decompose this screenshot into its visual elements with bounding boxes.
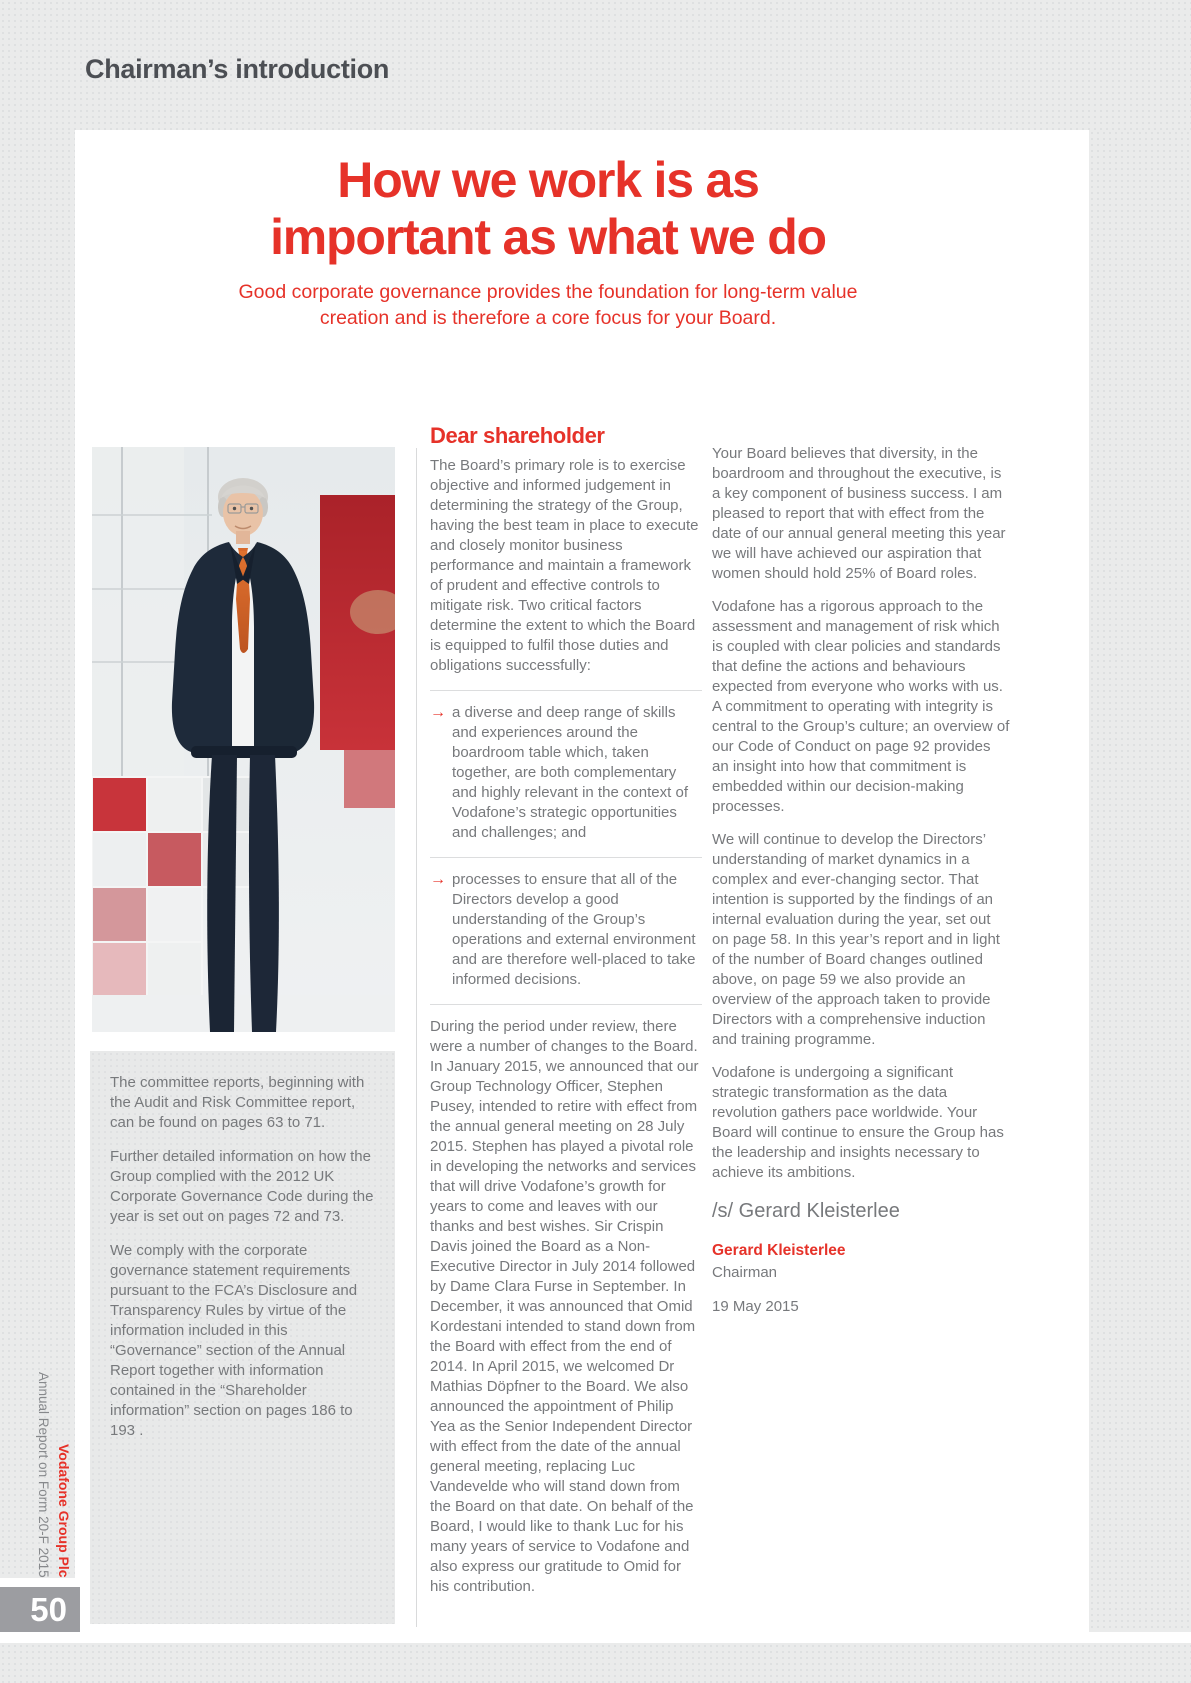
bullet-text: a diverse and deep range of skills and experiences around the boardroom table which, taken together, are both complementary and highly relevant in the context of Vodafone’s strategic opportunities and challenges; and: [452, 704, 688, 841]
signatory-name: Gerard Kleisterlee: [712, 1242, 846, 1259]
chairman-photo-illustration: [92, 447, 395, 1032]
letter-column-right: [712, 444, 1010, 1317]
section-header: Chairman’s introduction: [85, 54, 390, 84]
letter-body: During the period under review, there were a number of changes to the Board. In January 2015, we announced that our Group Technology Officer, Stephen Pusey, intended to retire with effect from the annual general meeting on 28 July 2015. Stephen has played a pivotal role in developing the networks and services that will drive Vodafone’s growth for years to come and leaves with our thanks and best wishes. Sir Crispin Davis joined the Board as a Non-Executive Director in July 2014 followed by Dame Clara Furse in September. In December, it was announced that Omid Kordestani intended to stand down from the Board with effect from the end of 2014. In April 2015, we welcomed Dr Mathias Döpfner to the Board. We also announced the appointment of Philip Yea as the Senior Independent Director with effect from the date of the annual general meeting, replacing Luc Vandevelde who will stand down from the Board on that date. On behalf of the Board, I would like to thank Luc for his many years of service to Vodafone and also express our gratitude to Omid for his contribution.: [430, 1018, 699, 1595]
letter-intro: The Board’s primary role is to exercise objective and informed judgement in determining the strategy of the Group, having the best team in place to execute and closely monitor business performance and maintain a framework of prudent and effective controls to mitigate risk. Two critical factors determine the extent to which the Board is equipped to fulfil those duties and obligations successfully:: [430, 457, 699, 674]
signatory-role: Chairman: [712, 1264, 778, 1281]
page-number-badge: 50: [0, 1587, 80, 1632]
report-spine: [36, 1372, 72, 1578]
hero-subtitle: Good corporate governance provides the foundation for long-term value creation and is therefore a core focus for your Board.: [238, 281, 858, 329]
spine-brand: Vodafone Group Plc: [56, 1444, 72, 1578]
separator: [430, 857, 702, 858]
aside-note-box: [90, 1051, 395, 1624]
separator: [430, 1004, 702, 1005]
hero-title-line1: How we work is as: [337, 152, 759, 208]
aside-paragraph: Further detailed information on how the Group complied with the 2012 UK Corporate Governance Code during the year is set out on pages 72 and 73.: [110, 1148, 374, 1225]
letter-paragraph: Your Board believes that diversity, in the boardroom and throughout the executive, is a key component of business success. I am pleased to report that with effect from the date of our annual general meeting this year we will have achieved our aspiration that women should hold 25% of Board roles.: [712, 445, 1006, 582]
separator: [430, 690, 702, 691]
bullet-item: [430, 870, 702, 990]
arrow-bullet-icon: →: [430, 871, 446, 888]
hero-title-line2: important as what we do: [270, 209, 826, 265]
letter-column: [430, 423, 702, 1609]
page-margin-left: [0, 130, 75, 1578]
signature-line: /s/ Gerard Kleisterlee: [712, 1200, 900, 1222]
letter-paragraph: Vodafone has a rigorous approach to the assessment and management of risk which is coupled with clear policies and standards that define the actions and behaviours expected from everyone who works with us. A commitment to operating with integrity is central to the Group’s culture; an overview of our Code of Conduct on page 92 provides an insight into how that commitment is embedded within our decision-making processes.: [712, 598, 1010, 815]
signature-date: 19 May 2015: [712, 1298, 799, 1315]
bullet-text: processes to ensure that all of the Directors develop a good understanding of the Group’s operations and external environment and are therefore well-placed to take informed decisions.: [452, 871, 696, 988]
letter-paragraph: We will continue to develop the Directors’ understanding of market dynamics in a complex and ever-changing sector. That intention is supported by the findings of an internal evaluation during the year, set out on page 58. In this year’s report and in light of the number of Board changes outlined above, on page 59 we also provide an overview of the approach taken to provide Directors with a comprehensive induction and training programme.: [712, 831, 1000, 1048]
arrow-bullet-icon: →: [430, 704, 446, 721]
page-margin-right: [1089, 130, 1191, 1632]
aside-paragraph: We comply with the corporate governance statement requirements pursuant to the FCA’s Disclosure and Transparency Rules by virtue of the information included in this “Governance” section of the Annual Report together with information contained in the “Shareholder information” section on pages 186 to 193 .: [110, 1242, 358, 1439]
aside-paragraph: The committee reports, beginning with the Audit and Risk Committee report, can be found on pages 63 to 71.: [110, 1074, 365, 1131]
hero: [75, 152, 1021, 331]
bullet-item: [430, 703, 702, 843]
dear-shareholder-heading: Dear shareholder: [430, 423, 605, 448]
spine-report-title: Annual Report on Form 20-F 2015: [36, 1372, 51, 1578]
letter-paragraph: Vodafone is undergoing a significant strategic transformation as the data revolution gathers pace worldwide. Your Board will continue to ensure the Group has the leadership and insights necessary to achieve its ambitions.: [712, 1064, 1004, 1181]
content-box: [75, 130, 1089, 1632]
chairman-photo: [92, 447, 395, 1032]
next-page-edge: [0, 1643, 1191, 1683]
column-divider: [416, 448, 417, 1627]
